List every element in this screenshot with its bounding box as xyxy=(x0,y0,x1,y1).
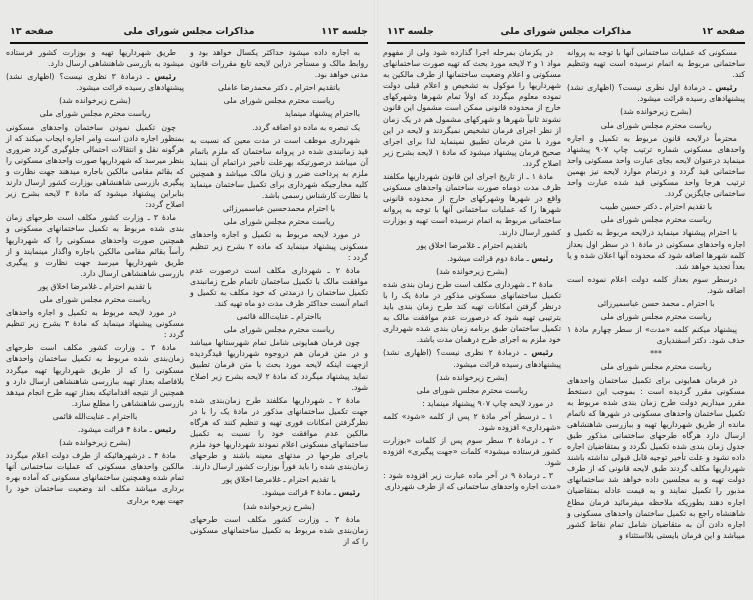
centered-line: بااحترام ـ عنایت‌الله قائمی xyxy=(52,411,138,421)
header-rule xyxy=(387,42,745,44)
paragraph: مادهٔ ۲ ـ شهرداری مکلف است درصورت عدم موافقت مالک با تکمیل ساختمان تاتمام طرح زمانبندی تکمیل ساختمان را درمدتی که خود مکلف به تکمیل و اتمام آنست حداکثر ظرف مدت دو ماه تهیه کند. xyxy=(190,265,368,308)
paragraph: درسطر سوم بعداز کلمه دولت اعلام نموده است اضافه شود. xyxy=(567,274,745,295)
centered-line: با تقدیم احترام ـ دکتر حسین طبیب xyxy=(599,202,713,212)
page-gutter xyxy=(374,0,378,600)
speaker-name: رئیس xyxy=(715,83,737,93)
page-number: صفحه ۱۳ xyxy=(10,26,54,37)
speaker-text: ـ مادهٔ دوم قرائت میشود. xyxy=(447,253,532,263)
paragraph: بااحترام پیشنهاد مینماید xyxy=(284,109,360,119)
centered-line: ریاست محترم مجلس شورای ملی xyxy=(223,325,335,335)
speaker-paragraph xyxy=(6,424,184,435)
paragraph: مادهٔ ۴ ـ درشهرهائیکه از طرف دولت اعلام میگردد مالکین واحدهای مسکونی که عملیات ساختمانی آنها تمام شده وهمچنین ساختمانهای مسکونی که آماده بهره برداری میباشد مکلف اند وضعیت ساختمان خود را جهت بهره برداری xyxy=(6,451,184,505)
speaker-paragraph xyxy=(6,71,184,93)
centered-line: (بشرح زیرخوانده شد) xyxy=(436,372,508,382)
speaker-name: رئیس xyxy=(154,72,176,82)
paragraph: به اجاره داده میشود حداکثر یکسال خواهد بود و روابط مالک و مستأجر دراین لایحه تابع مقررات قانون مدنی خواهد بود. xyxy=(190,48,368,80)
paragraph: چون تکمیل نمودن ساختمان واحدهای مسکونی بمنظور اجاره دادن است وامر اجاره ایجاب میکند که از هرگونه نقل و انتقالات احتمالی جلوگیری گردد ضروری بنظر میرسد که شهرداریها صورت واحدهای مسکونی را که بقائم مقامی مالکین باجاره میدهند جهت نظارت و پیگیری بازرسی شاهنشاهی بوزارت کشور ارسال دارند بنابراین پیشنهاد میشود که مادهٔ ۳ لایحه بشرح زیر اصلاح گردد: xyxy=(6,122,184,210)
centered-line: ریاست محترم مجلس شورای ملی xyxy=(600,312,712,322)
centered-line: *** xyxy=(650,349,662,359)
centered-line: (بشرح زیرخوانده شد) xyxy=(620,107,692,117)
centered-line: ریاست محترم مجلس شورای ملی xyxy=(600,362,712,372)
paragraph: مادهٔ ۳ ـ وزارت کشور مکلف است طرحهای زمان‌بندی شده مربوط به تکمیل ساختمانهای مسکونی را که از xyxy=(190,514,368,546)
speaker-paragraph xyxy=(383,347,561,369)
speaker-text: ـ مادهٔ ۴ قرائت میشود. xyxy=(77,425,155,434)
text-column xyxy=(383,47,561,495)
centered-line: با احترام محمدحسین عباسمیرزائی xyxy=(222,204,336,214)
speaker-name: رئیس xyxy=(531,348,553,358)
centered-line: ریاست محترم مجلس شورای ملی xyxy=(416,385,528,395)
paragraph: پیشنهاد میکنم کلمه «مدت» از سطر چهارم مادهٔ ۱ حذف شود. دکتر اسفندیاری xyxy=(567,325,745,346)
centered-line: ریاست محترم مجلس شورای ملی xyxy=(39,109,151,119)
centered-line: (بشرح زیرخوانده شد) xyxy=(243,501,315,511)
paragraph: محترماً درلایحه قانون مربوط به تکمیل و اجاره واحدهای مسکونی شماره ترتیب چاپ ۹۰۷ پیشنهاد مینماید درعنوان لایحه بجای عبارت واحد مسکونی واحد ساختمانی قید گردد و درتمام موارد لایحه نیز بهمین ترتیب هرجا واحد مسکونی قید شده عبارت واحد ساختمانی جایگزین گردد. xyxy=(567,133,745,199)
text-column xyxy=(190,47,368,549)
paragraph: ۱ ـ درسطر آخر مادهٔ ۲ پس از کلمه «شود» کلمه «شهرداری» افزوده شود. xyxy=(383,411,561,432)
speaker-name: رئیس xyxy=(531,253,553,263)
page-number: صفحه ۱۲ xyxy=(701,26,745,37)
speaker-text: ـ درمادهٔ اول نظری نیست؟ (اظهاری نشد) پیشنهادهای رسیده قرائت میشود. xyxy=(567,83,745,104)
speaker-text: ـ درمادهٔ ۳ نظری نیست؟ (اظهاری نشد) پیشنهادهای رسیده قرائت میشود. xyxy=(6,72,184,93)
centered-line: ریاست محترم مجلس شورای ملی xyxy=(39,294,151,304)
paragraph: با احترام پیشنهاد مینماید درلایحه مربوط به تکمیل و اجاره واحدهای مسکونی در مادهٔ ۱ در سطر اول بعداز کلمه شهرها اضافه شود که محدوده آنها اعلان شده و یا بعداً تجدید خواهد شد. xyxy=(567,228,745,271)
speaker-name: رئیس xyxy=(154,425,176,434)
paragraph: در فرمان همایونی برای تکمیل ساختمان واحدهای مسکونی مقرر گردیده است : بموجب این دستخط مقرر میداریم دولت طرح زمان بندی شده مربوط به تکمیل ساختمان واحدهای مسکونی در شهرها که ناتمام مانده از طریق شهرداریها تهیه و ببازرسی شاهنشاهی ارسال دارد هرگاه طرحهای ساختمانی مذکور طبق جدول زمان بندی شده تکمیل نگردد و بمتقاضیان اجاره داده نشود و علت تأخیر توجیه قابل قبولی نداشته باشند شهرداریها مکلف گردند طبق لایحه قانونی که از طرف دولت تهیه و به مجلسین داده خواهد شد ساختمانهای مذبور را تکمیل نمایند و به قیمت عادله بمتقاضیان اجاره دهند بطوریکه ملاحظه میفرمائید فرمان مطاع شاهنشاه راجع به تکمیل ساختمان واحدهای مسکونی و اجاره دادن آن به متقاضیان شامل تمام نقاط کشور میباشد و این فرمان بایستی بلااستثناء و xyxy=(567,375,745,540)
paragraph: در مورد لایحه چاپ ۹۰۷ پیشنهاد مینماید : xyxy=(422,398,553,408)
text-column xyxy=(567,47,745,543)
centered-line: بااحترام ـ عنایت‌الله قائمی xyxy=(236,312,322,322)
paragraph: در یکزمان بمرحله اجرا گذارده شود ولی از مفهوم مواد ۱ و ۲ لایحه مورد بحث که تهیه صورت ساختمانهای مسکونی و اعلام وضعیت ساختمانها از طرف مالکین به شهرداریها را موکول به تشخیص و اعلام قبلی دولت نموده معلوم میگردد که اولاً تمام شهرها وشهرکهای خارج از محدوده قانونی ممکن است مشمول این قانون نشوند ثانیاً شهرها و شهرکهای مشمول هم در یک زمان از نظر اجرای فرمان تشخیص نمیگردند و لایحه در این مورد با متن فرمان تطبیق نمینماید لذا برای اجرای صحیح فرمان پیشنهاد میشود که مادهٔ ۱ لایحه بشرح زیر اصلاح گردد. xyxy=(383,48,561,168)
speaker-text: ـ درمادهٔ ۲ نظری نیست؟ (اظهاری نشد) پیشنهادهای رسیده قرائت میشود. xyxy=(383,348,561,369)
speaker-paragraph xyxy=(567,82,745,104)
session-number: جلسه ۱۱۳ xyxy=(387,26,434,37)
session-number: جلسه ۱۱۳ xyxy=(321,26,368,37)
paragraph: ۲ ـ درمادهٔ ۳ سطر سوم پس از کلمات «بوزارت کشور فرستاده میشود» کلمات «جهت پیگیری» افزوده شود. xyxy=(383,436,561,468)
header-rule xyxy=(10,42,368,44)
centered-line: ریاست محترم مجلس شورای ملی xyxy=(600,215,712,225)
paragraph: مادهٔ ۳ ـ وزارت کشور مکلف است طرحهای زمان بندی شده مربوط به تکمیل ساختمانهای مسکونی و همچنین صورت واحدهای مسکونی را که شهرداریها رأساً بقائم مقامی مالکین باجاره واگذار مینمایند و از طریق شهرداریها میرسد جهت نظارت و پیگیری بازرسی شاهنشاهی ارسال دارد. xyxy=(6,213,184,278)
centered-line: (بشرح زیرخوانده شد) xyxy=(59,96,131,106)
paragraph: چون فرمان همایونی شامل تمام شهرستانها میباشد و در متن فرمان هم دروجوه شهرداریها قیدگردیده ازجهت اینکه لایحه مورد بحث با متن فرمان تطبیق نماید پیشنهاد میگردد که مادهٔ ۲ لایحه بشرح زیر اصلاح شود. xyxy=(190,338,368,392)
centered-line: (بشرح زیرخوانده شد) xyxy=(59,438,131,448)
centered-line: با احترام ـ محمد حسن عباسمیرزائی xyxy=(597,298,715,308)
publication-title: مذاکرات مجلس شورای ملی xyxy=(123,26,255,37)
paragraph: مادهٔ ۲ ـ شهرداری مکلف است طرح زمان بندی شده تکمیل ساختمانهای مسکونی مذکور در مادهٔ یک را با درنظر گرفتن امکانات تهیه کند طرح زمان بندی باید بترتیبی تهیه شود که درصورت عدم موافقت مالک به تکمیل ساختمان طبق برنامه زمان بندی شده شهرداری خود ملزم به اجرای طرح درهمان مدت باشد. xyxy=(383,279,561,345)
paragraph: در مورد لایحه مربوط به تکمیل و اجاره واحدهای مسکونی پیشنهاد مینماید که مادهٔ ۳ بشرح زیر تنظیم گردد : xyxy=(6,308,184,340)
paragraph: طریق شهرداریها تهیه و بوزارت کشور فرستاده میشود به بازرسی شاهنشاهی ارسال دارد. xyxy=(6,48,184,69)
centered-line: (بشرح زیرخوانده شد) xyxy=(436,266,508,276)
paragraph: یک تبصره به ماده دو اضافه گردد. xyxy=(252,122,360,132)
paragraph: در مورد لایحه مربوط به تکمیل و اجاره واحدهای مسکونی پیشنهاد مینماید که ماده ۲ بشرح زیر تنظیم گردد : xyxy=(190,230,368,262)
page-header xyxy=(10,26,368,40)
page-header xyxy=(387,26,745,40)
paragraph: مادهٔ ۱ ـ از تاریخ اجرای این قانون شهرداریها مکلفند ظرف مدت دوماه صورت ساختمان واحدهای مسکونی واقع در شهرها وشهرکهای خارج از محدوده قانونی شهرها را که عملیات ساختمانی آنها با توجه به پروانه ساختمانی مربوط به اتمام نرسیده است تهیه و بوزارت کشور ارسال دارند. xyxy=(383,172,561,237)
speaker-text: ـ مادهٔ ۳ قرائت میشود. xyxy=(261,488,339,498)
publication-title: مذاکرات مجلس شورای ملی xyxy=(500,26,632,37)
centered-line: با تقدیم احترام ـ غلامرضا اخلاق پور xyxy=(222,475,336,485)
speaker-paragraph xyxy=(190,487,368,498)
centered-line: باتقدیم احترام ـ دکتر محمدرضا عاملی xyxy=(217,83,341,93)
speaker-name: رئیس xyxy=(338,488,360,498)
centered-line: ریاست محترم مجلس شورای ملی xyxy=(223,96,335,106)
centered-line: ریاست محترم مجلس شورای ملی xyxy=(600,120,712,130)
paragraph: ۳ ـ درمادهٔ ۹ در آخر ماده عبارت زیر افزوده شود : «مدت اجاره واحدهای ساختمانی که از طرف شهرداری xyxy=(383,471,561,492)
speaker-paragraph xyxy=(383,253,561,264)
paragraph: مادهٔ ۲ ـ شهرداریها مکلفند طرح زمان‌بندی شده جهت تکمیل ساختمانهای مذکور در مادهٔ یک را با در نظرگرفتن امکانات فوری تهیه و تنظیم کنند که هرگاه مالکین عدم موافقت خود را نسبت به تکمیل ساختمانهای مسکونی اعلام نمودند شهرداریها خود ملزم باجرای طرحها در مدتهای معینه باشند و طرحهای زمان‌بندی شده را باید فوراً بوزارت کشور ارسال دارند. xyxy=(190,395,368,472)
text-column xyxy=(6,47,184,508)
paragraph: شهرداری موظف است در مدت معین که نسبت به قید زمانبندی شده در پروانه ساختمان که ملزم باتمام آن میباشد درصورتیکه بهرعلت تأخیر دراتمام آن بنماید ملزم به پرداخت ضرر و زیان مالک میباشد و همچنین کلیه مخارجیکه شهرداری برای تکمیل ساختمان مینماید با نظارت کارشناس رسمی باشد. xyxy=(190,135,368,201)
centered-line: ریاست محترم مجلس شورای ملی xyxy=(223,217,335,227)
centered-line: با تقدیم احترام ـ غلامرضا اخلاق پور xyxy=(38,281,152,291)
paragraph: مادهٔ ۳ ـ وزارت کشور مکلف است طرحهای زمان‌بندی شده مربوط به تکمیل ساختمان واحدهای مسکونی را که از طریق شهرداریها تهیه میگردد بلافاصله بعداز تهیه ببازرسی شاهنشاهی ارسال دارد و همچنین از نتیجه اقداماتیکه بعداز تهیه طرح انجام میدهد بازرسی شاهنشاهی را مطلع سازد. xyxy=(6,343,184,408)
centered-line: باتقدیم احترام ـ غلامرضا اخلاق پور xyxy=(416,240,528,250)
paragraph: مسکونی که عملیات ساختمانی آنها با توجه به پروانه ساختمانی مربوط به اتمام نرسیده است تهیه وتنظیم کند. xyxy=(567,48,745,80)
